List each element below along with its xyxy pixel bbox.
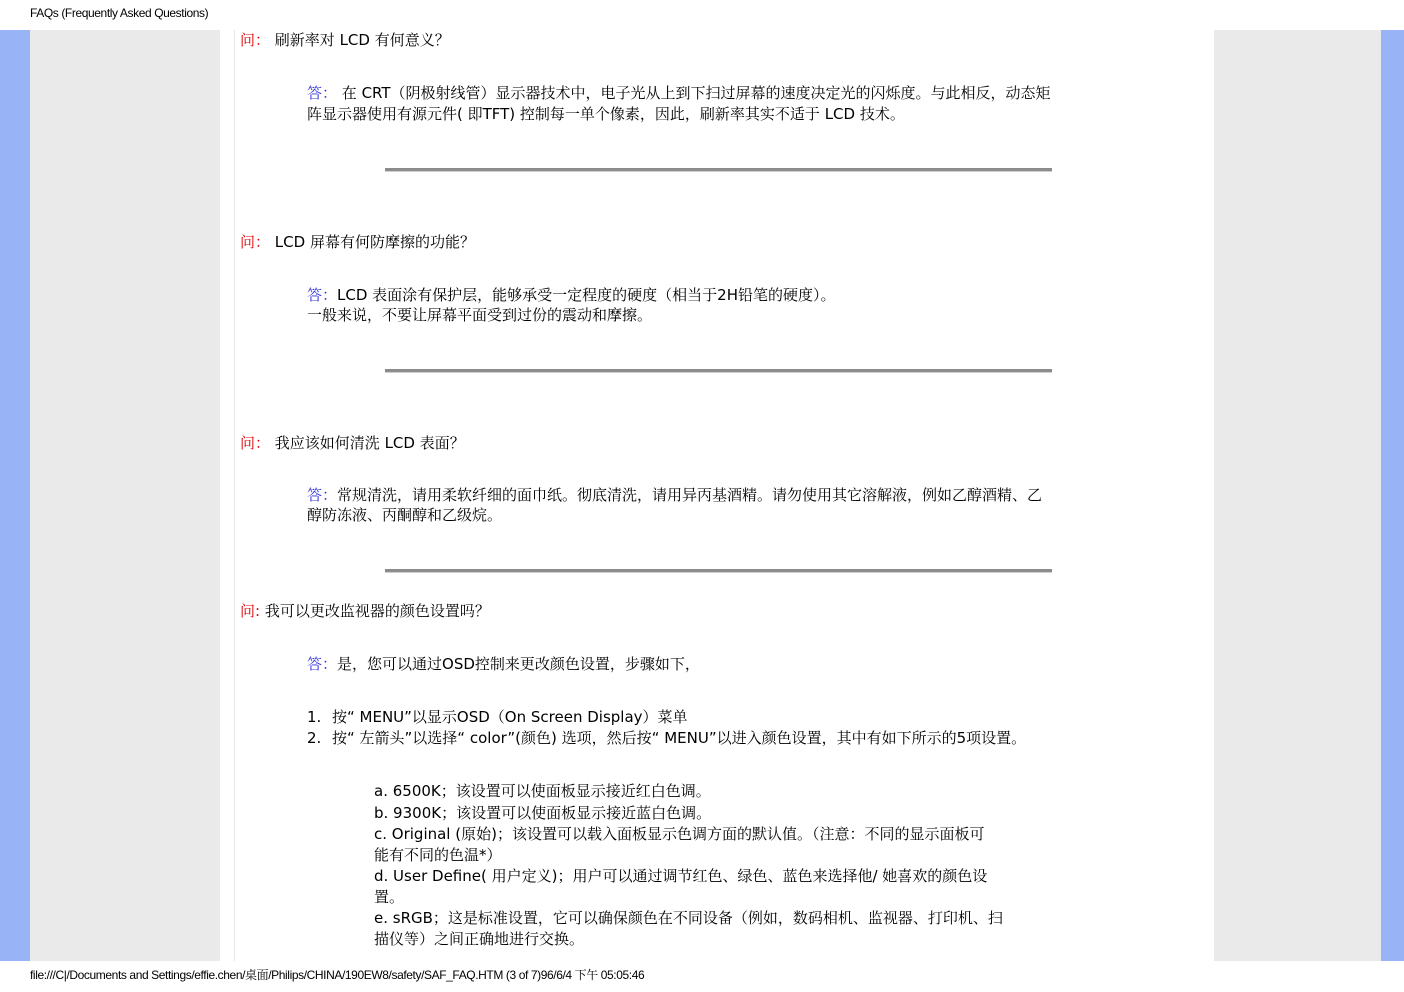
- color-option-item: e. sRGB；这是标准设置，它可以确保颜色在不同设备（例如，数码相机、监视器、打印机、扫: [374, 909, 1003, 927]
- section-divider: [385, 168, 1052, 172]
- answer-text: 是，您可以通过OSD控制来更改颜色设置，步骤如下，: [337, 655, 700, 673]
- faq-answer-line: [307, 485, 1042, 506]
- question-label: 问：: [240, 233, 271, 251]
- faq-answer-line: [307, 285, 836, 306]
- question-text: 刷新率对 LCD 有何意义？: [274, 31, 450, 49]
- color-option-item: 置。: [374, 888, 405, 906]
- answer-text: 常规清洗，请用柔软纤细的面巾纸。彻底清洗，请用异丙基酒精。请勿使用其它溶解液，例如乙醇酒精、乙: [337, 486, 1043, 504]
- step-number: 2.: [307, 729, 322, 747]
- answer-label: 答：: [307, 286, 338, 304]
- question-label: 问：: [240, 434, 271, 452]
- answer-label: 答：: [307, 84, 338, 102]
- faq-answer-line: [307, 654, 700, 675]
- faq-answer-line: [307, 83, 1051, 104]
- question-text: 我可以更改监视器的颜色设置吗？: [264, 602, 490, 620]
- faq-question: [240, 232, 475, 253]
- answer-text: 在 CRT（阴极射线管）显示器技术中，电子光从上到下扫过屏幕的速度决定光的闪烁度。与此相反，动态矩: [341, 84, 1051, 102]
- color-option-item: a. 6500K；该设置可以使面板显示接近红白色调。: [374, 782, 711, 800]
- answer-text: 醇防冻液、丙酮醇和乙级烷。: [307, 506, 503, 524]
- left-gray-column: [30, 30, 220, 961]
- color-option-item: c. Original (原始)；该设置可以载入面板显示色调方面的默认值。（注意：不同的显示面板可: [374, 825, 985, 843]
- answer-text: LCD 表面涂有保护层，能够承受一定程度的硬度（相当于2H铅笔的硬度）。: [337, 286, 836, 304]
- answer-label: 答：: [307, 486, 338, 504]
- faq-question: [240, 30, 450, 51]
- question-text: LCD 屏幕有何防摩擦的功能？: [274, 233, 475, 251]
- question-text: 我应该如何清洗 LCD 表面？: [274, 434, 465, 452]
- color-option-item: 描仪等）之间正确地进行交换。: [374, 930, 585, 948]
- faq-question: [240, 601, 490, 622]
- answer-label: 答：: [307, 655, 338, 673]
- color-option-item: d. User Define( 用户定义)；用户可以通过调节红色、绿色、蓝色来选择他/ 她喜欢的颜色设: [374, 867, 988, 885]
- section-divider: [385, 569, 1052, 573]
- right-margin-band: [1381, 30, 1404, 961]
- answer-text: 一般来说，不要让屏幕平面受到过份的震动和摩擦。: [307, 306, 653, 324]
- right-gray-column: [1214, 30, 1381, 961]
- answer-text: 阵显示器使用有源元件( 即TFT) 控制每一单个像素，因此，刷新率其实不适于 LCD 技术。: [307, 105, 905, 123]
- faq-question: [240, 433, 465, 454]
- question-label: 问:: [240, 602, 261, 620]
- color-option-item: b. 9300K；该设置可以使面板显示接近蓝白色调。: [374, 804, 712, 822]
- step-text: 按“ MENU”以显示OSD（On Screen Display）菜单: [332, 708, 688, 726]
- section-divider: [385, 369, 1052, 373]
- page-footer-path: file:///C|/Documents and Settings/effie.chen/桌面/Philips/CHINA/190EW8/safety/SAF_FAQ.HTM (3 of 7)96/6/4 下午 05:05:46: [30, 968, 645, 982]
- step-number: 1.: [307, 708, 322, 726]
- step-text: 按“ 左箭头”以选择“ color”(颜色) 选项，然后按“ MENU”以进入颜色设置，其中有如下所示的5项设置。: [332, 729, 1027, 747]
- left-margin-band: [0, 30, 30, 961]
- color-option-item: 能有不同的色温*）: [374, 846, 502, 864]
- page-header-title: FAQs (Frequently Asked Questions): [30, 6, 209, 20]
- question-label: 问：: [240, 31, 271, 49]
- content-left-rule: [234, 30, 235, 961]
